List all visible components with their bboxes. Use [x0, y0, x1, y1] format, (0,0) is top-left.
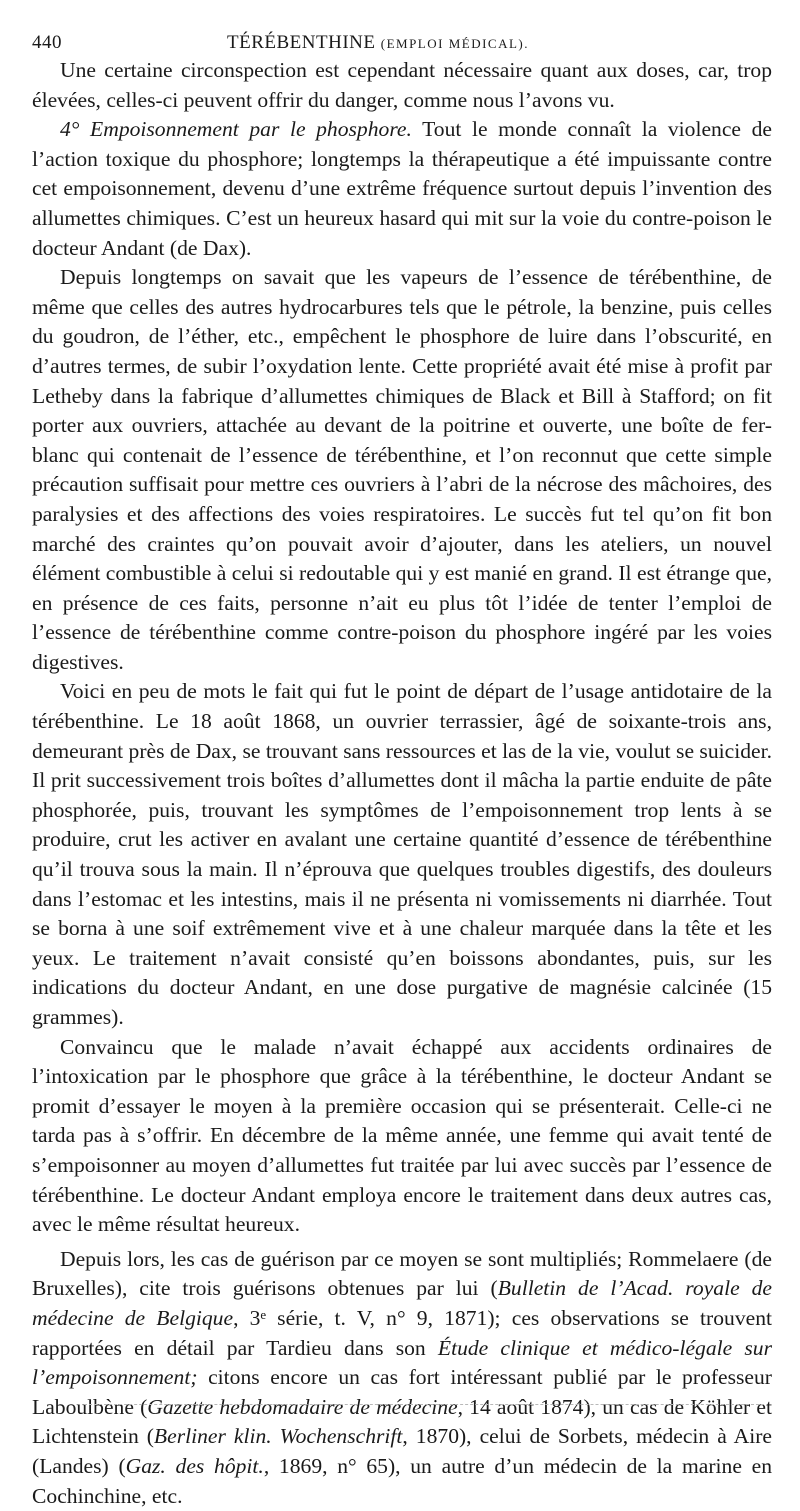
running-title — [227, 32, 529, 54]
paragraph-andant-trials: Convaincu que le malade n’avait échappé aux accidents ordinaires de l’intoxication par le phosphore que grâce à la térébenthine, le docteur Andant se promit d’essayer le moyen à la première occasion qui se présenterait. Celle-ci ne tarda pas à s’offrir. En décembre de la même année, une femme qui avait tenté de s’empoisonner au moyen d’allumettes fut traitée par lui avec succès par l’essence de térébenthine. Le docteur Andant employa encore le traitement dans deux autres cas, avec le même résultat heureux. — [32, 1034, 772, 1237]
text-run: , 3ᵉ série, t. V, n° 9, 1871); ces observations se trouvent rapportées en détail par Tardieu dans son — [32, 1305, 773, 1360]
footer-divider — [84, 1404, 764, 1405]
running-header — [32, 22, 772, 56]
paragraph-first-case: Voici en peu de mots le fait qui fut le point de départ de l’usage antidotaire de la térébenthine. Le 18 août 1868, un ouvrier terrassier, âgé de soixante-trois ans, demeurant près de Dax, se trouvant sans ressources et las de la vie, voulut se suicider. Il prit successivement trois boîtes d’allumettes dont il mâcha la partie enduite de pâte phosphorée, puis, trouvant les symptômes de l’empoisonnement trop lents à se produire, crut les activer en avalant une certaine quantité d’essence de térébenthine qu’il trouva sous la main. Il n’éprouva que quelques troubles digestifs, des douleurs dans l’estomac et les intestins, mais il ne présenta ni vomissements ni diarrhée. Tout se borna à une soif extrêmement vive et à une chaleur marquée dans la tête et les yeux. Le traitement n’avait consisté qu’en boissons abondantes, puis, sur les indications du docteur Andant, en une dose purgative de magnésie calcinée (15 grammes). — [32, 679, 772, 1029]
text-run: , 1869, n° 65), un autre d’un médecin de la marine en Cochinchine, etc. — [32, 1453, 772, 1508]
text-run: , 1870), celui de Sorbets, médecin à Aire (Landes) ( — [32, 1424, 772, 1478]
paragraph-phosphorus-text: Tout le monde connaît la violence de l’action toxique du phosphore; longtemps la thérapeutique a été impuissante contre cet empoisonnement, devenu d’une extrême fréquence surtout depuis l’invention des allumettes chimiques. C’est un heureux hasard qui mit sur la voie du contre-poison le docteur Andant (de Dax). — [32, 117, 772, 260]
paragraph-turpentine-vapors: Depuis longtemps on savait que les vapeurs de l’essence de térébenthine, de même que celles des autres hydrocarbures tels que le pétrole, la benzine, puis celles du goudron, de l’éther, etc., empêchent le phosphore de luire dans l’obscurité, en d’autres termes, de subir l’oxydation lente. Cette propriété avait été mise à profit par Letheby dans la fabrique d’allumettes chimiques de Black et Bill à Stafford; on fit porter aux ouvriers, attachée au devant de la poitrine et ouverte, une boîte de fer-blanc qui contenait de l’essence de térébenthine, et l’on reconnut que cette simple précaution suffisait pour mettre ces ouvriers à l’abri de la nécrose des mâchoires, des paralysies et des affections des voies respiratoires. Le succès fut tel qu’on fit bon marché des craintes qu’on pouvait avoir d’ajouter, dans les ateliers, un nouvel élément combustible à celui si redoutable qui y est manié en grand. Il est étrange que, en présence de ces faits, personne n’ait eu plus tôt l’idée de tenter l’emploi de l’essence de térébenthine comme contre-poison du phosphore ingéré par les voies digestives. — [32, 265, 772, 674]
book-page — [32, 22, 772, 1511]
citation-title: Bulletin de l’Acad. royale de médecine de Belgique — [32, 1276, 773, 1330]
citation-title: Étude clinique et médico-légale sur l’empoisonnement; — [32, 1335, 773, 1390]
paragraph-doses-caution: Une certaine circonspection est cependant nécessaire quant aux doses, car, trop élevées, celles-ci peuvent offrir du danger, comme nous l’avons vu. — [32, 58, 772, 112]
text-run: citons encore un cas fort intéressant publié par le professeur Laboulbène ( — [32, 1365, 772, 1419]
text-run: Depuis lors, les cas de guérison par ce moyen se sont multipliés; Rommelaere (de Bruxelles), cite trois guérisons obtenues par lui ( — [32, 1246, 772, 1301]
citation-title: Gazette hebdomadaire de médecine — [147, 1394, 458, 1419]
paragraph-phosphorus-poisoning — [32, 115, 772, 263]
running-title-subtitle: (EMPLOI MÉDICAL). — [380, 36, 529, 51]
page-number: 440 — [32, 32, 62, 53]
body-text — [32, 56, 772, 1511]
paragraph-further-cases — [32, 1245, 772, 1511]
citation-title: Berliner klin. Wochenschrift — [153, 1424, 403, 1449]
citation-title: Gaz. des hôpit. — [125, 1453, 264, 1478]
section-heading-phosphorus: 4° Empoisonnement par le phosphore. — [60, 117, 412, 142]
running-title-main: TÉRÉBENTHINE — [227, 32, 376, 53]
text-run: , 14 août 1874), un cas de Köhler et Lichtenstein ( — [32, 1394, 772, 1449]
